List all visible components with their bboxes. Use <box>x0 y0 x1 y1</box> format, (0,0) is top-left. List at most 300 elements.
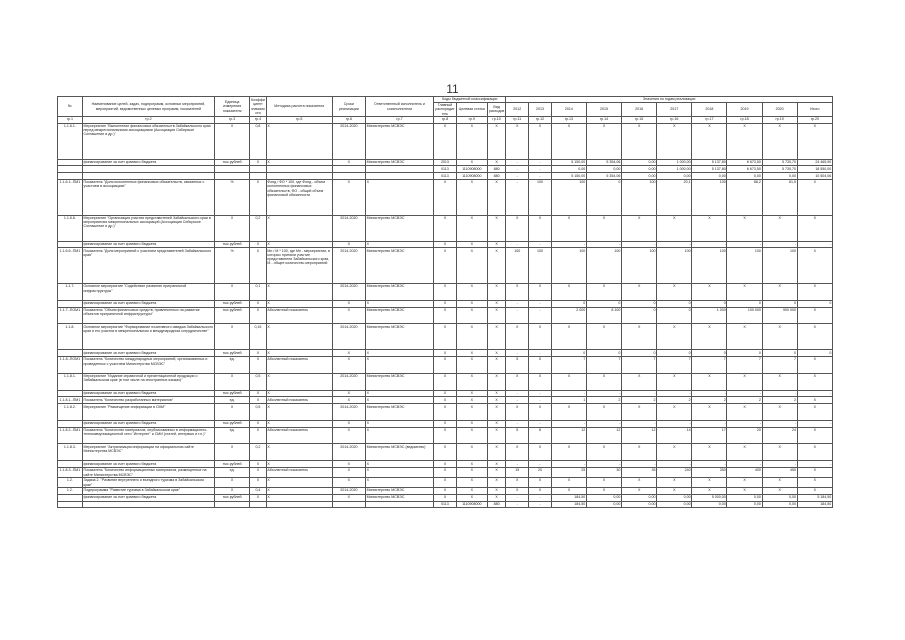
table-cell <box>58 501 83 508</box>
table-cell: Х <box>657 284 692 301</box>
table-cell: - <box>797 390 832 397</box>
table-cell <box>365 173 433 180</box>
table-cell: 0 <box>586 350 621 357</box>
table-cell: 1 000 <box>692 307 727 324</box>
table-cell: 5 184,50 <box>797 494 832 501</box>
table-cell: Х <box>365 461 433 468</box>
header-executors: Ответственный исполнитель и соисполнители <box>365 97 433 117</box>
table-cell: Х <box>456 215 487 241</box>
table-cell: Х <box>506 478 529 488</box>
table-cell: 1.1.8.2. <box>58 404 83 421</box>
table-cell: Х <box>797 488 832 495</box>
table-cell: 100 <box>692 248 727 284</box>
table-cell: Х <box>727 478 762 488</box>
header-year: 2012 <box>506 102 529 116</box>
header-method: Методика расчета показателя <box>266 97 332 117</box>
table-cell: Х <box>456 350 487 357</box>
table-cell: - <box>762 420 797 427</box>
table-cell: Х <box>762 373 797 390</box>
table-cell: Х <box>487 241 506 248</box>
header-year: 2013 <box>529 102 552 116</box>
table-cell: - <box>551 390 586 397</box>
table-cell: Х <box>487 444 506 461</box>
table-cell: 1 <box>551 397 586 404</box>
table-cell: - <box>506 300 529 307</box>
table-cell: Х <box>215 444 250 461</box>
table-cell: Х <box>434 179 457 215</box>
row-description <box>82 501 214 508</box>
column-numbers-row <box>58 117 833 124</box>
table-cell: Х <box>434 468 457 478</box>
table-cell: Х <box>551 478 586 488</box>
table-cell: Х <box>266 420 332 427</box>
table-cell: Х <box>727 488 762 495</box>
table-row <box>58 468 833 478</box>
table-cell: Х <box>487 397 506 404</box>
table-cell: Х <box>529 404 552 421</box>
table-cell: Х <box>487 284 506 301</box>
table-cell <box>332 173 365 180</box>
table-cell: Х <box>506 215 529 241</box>
header-year: Итого <box>797 102 832 116</box>
table-cell: 20 <box>529 468 552 478</box>
table-cell: Х <box>332 390 365 397</box>
table-cell: - <box>529 166 552 173</box>
table-row <box>58 123 833 159</box>
table-cell: 0 <box>551 300 586 307</box>
table-cell: 880 <box>487 166 506 173</box>
table-row <box>58 284 833 301</box>
table-cell: Х <box>266 461 332 468</box>
table-cell <box>332 501 365 508</box>
table-cell: 0 <box>657 300 692 307</box>
table-cell: Х <box>332 300 365 307</box>
table-cell: Х <box>434 427 457 444</box>
table-cell: 2014-2020 <box>332 444 365 461</box>
table-cell: Х <box>434 444 457 461</box>
table-cell: тыс.рублей <box>215 461 250 468</box>
table-row <box>58 166 833 173</box>
row-description: Мероприятие "Организация участия представителей Забайкальского края в мероприятиях межрегиональных ассоциаций (Ассоциация Сибирское Соглашение и др.)" <box>82 215 214 241</box>
table-cell: тыс.рублей <box>215 300 250 307</box>
table-cell: Х <box>456 248 487 284</box>
table-cell: 1.1.8. <box>58 324 83 350</box>
table-cell: Х <box>529 324 552 350</box>
table-cell: Х <box>456 404 487 421</box>
table-cell: 880 <box>487 501 506 508</box>
row-description: финансирование за счет краевого бюджета <box>82 350 214 357</box>
table-cell <box>365 166 433 173</box>
table-cell: Х <box>551 215 586 241</box>
table-cell: Х <box>365 179 433 215</box>
table-cell: Х <box>365 241 433 248</box>
table-cell: - <box>506 461 529 468</box>
table-cell: 0,8 <box>250 123 267 159</box>
column-number: гр.17 <box>692 117 727 124</box>
header-year: 2017 <box>657 102 692 116</box>
table-cell: - <box>506 350 529 357</box>
table-cell: 1.1.6.1.-ПМ1 <box>58 179 83 215</box>
page-number: 11 <box>446 82 459 96</box>
table-cell: Х <box>487 357 506 374</box>
table-cell: Х <box>332 307 365 324</box>
table-cell: 1.2. <box>58 488 83 495</box>
table-cell: Х <box>692 284 727 301</box>
table-cell: 1.1.6.6.-ПМ1 <box>58 248 83 284</box>
row-description: финансирование за счет краевого бюджета <box>82 494 214 501</box>
table-cell: Х <box>266 284 332 301</box>
table-cell: Х <box>456 179 487 215</box>
table-cell: Х <box>434 123 457 159</box>
table-cell: Х <box>266 350 332 357</box>
table-cell: Х <box>365 390 433 397</box>
table-cell: Х <box>506 324 529 350</box>
table-cell: Х <box>250 179 267 215</box>
table-cell: Х <box>622 284 657 301</box>
table-cell: Х <box>434 404 457 421</box>
table-cell: Х <box>487 404 506 421</box>
table-cell: 100 <box>529 248 552 284</box>
table-cell: Х <box>797 357 832 374</box>
table-cell: Х <box>456 324 487 350</box>
table-cell: Х <box>332 427 365 444</box>
row-description: Мероприятие "Выполнение финансовых обязательств Забайкальского края перед межрегиональными ассоциациями (Ассоциация Сибирское Соглашение и др.)" <box>82 123 214 159</box>
table-cell: Х <box>487 307 506 324</box>
table-cell: 0,00 <box>586 166 621 173</box>
table-cell: 35 <box>622 468 657 478</box>
table-cell: - <box>657 241 692 248</box>
table-cell: Абсолютный показатель <box>266 397 332 404</box>
table-row <box>58 173 833 180</box>
table-cell: 2014-2020 <box>332 284 365 301</box>
table-cell: Х <box>266 123 332 159</box>
row-description: финансирование за счет краевого бюджета <box>82 420 214 427</box>
table-cell: % <box>215 179 250 215</box>
table-cell: Х <box>797 427 832 444</box>
table-cell: Х <box>456 300 487 307</box>
table-cell: Х <box>434 494 457 501</box>
table-row <box>58 494 833 501</box>
table-cell: Х <box>456 468 487 478</box>
table-cell: Х <box>456 488 487 495</box>
table-cell: 2 <box>692 397 727 404</box>
table-cell: тыс.рублей <box>215 350 250 357</box>
table-cell: 1110908000 <box>456 501 487 508</box>
table-row <box>58 501 833 508</box>
table-cell: 1.1.8.3. <box>58 444 83 461</box>
table-cell: Х <box>266 324 332 350</box>
table-cell: 0,00 <box>657 173 692 180</box>
table-cell: 12 <box>551 427 586 444</box>
table-cell: 0,2 <box>250 215 267 241</box>
table-cell: - <box>622 241 657 248</box>
table-cell: Х <box>622 324 657 350</box>
table-cell: Х <box>266 494 332 501</box>
row-description: Мероприятие "Размещение информации в СМИ" <box>82 404 214 421</box>
table-cell <box>58 420 83 427</box>
table-cell: ед. <box>215 357 250 374</box>
table-cell: - <box>506 390 529 397</box>
table-cell: Х <box>266 404 332 421</box>
table-cell: Х <box>434 241 457 248</box>
table-cell: 0 <box>762 300 797 307</box>
table-cell: Х <box>586 488 621 495</box>
table-cell: 400 <box>727 468 762 478</box>
table-cell: - <box>692 390 727 397</box>
table-cell: 0 <box>622 350 657 357</box>
table-cell: 7 <box>551 357 586 374</box>
table-cell: - <box>586 420 621 427</box>
header-budget-code: Коды бюджетной классификации <box>434 97 506 103</box>
table-cell: 2014-2020 <box>332 123 365 159</box>
column-number: гр.13 <box>551 117 586 124</box>
table-row <box>58 444 833 461</box>
table-cell: Х <box>487 350 506 357</box>
table-cell: 0 <box>586 300 621 307</box>
table-cell: Х <box>797 179 832 215</box>
table-cell: 7 <box>762 357 797 374</box>
table-cell: 100 <box>622 179 657 215</box>
table-cell: 0 <box>762 350 797 357</box>
table-cell: Х <box>487 300 506 307</box>
table-cell: Министерство МСВЭС <box>365 215 433 241</box>
table-cell: - <box>529 397 552 404</box>
table-row <box>58 390 833 397</box>
table-cell: - <box>797 241 832 248</box>
table-cell: Фонд / ФО * 100, где Фонд - объем исполненных финансовых обязательств, ФО - общий объем финансовой обязанности <box>266 179 332 215</box>
table-cell: 24 <box>762 427 797 444</box>
table-cell <box>365 501 433 508</box>
table-cell: Х <box>551 284 586 301</box>
table-cell: Министерство МСВЭС <box>365 159 433 166</box>
table-cell <box>58 166 83 173</box>
column-number: гр.14 <box>586 117 621 124</box>
table-cell: Х <box>487 248 506 284</box>
table-cell: Х <box>692 478 727 488</box>
table-cell: Х <box>727 444 762 461</box>
table-cell: 0,00 <box>727 501 762 508</box>
table-cell: тыс.рублей <box>215 241 250 248</box>
table-cell: Х <box>456 390 487 397</box>
table-cell: 10 504,06 <box>797 173 832 180</box>
table-row <box>58 215 833 241</box>
table-cell: Х <box>250 468 267 478</box>
table-cell: 5 <box>506 427 529 444</box>
table-cell: Министерство МСВЭС <box>365 494 433 501</box>
table-cell: 1.1.8.1.-ПМ1 <box>58 397 83 404</box>
table-cell: Х <box>727 373 762 390</box>
table-cell: Х <box>797 284 832 301</box>
table-row <box>58 159 833 166</box>
table-cell: Министерство МСВЭС <box>365 488 433 495</box>
table-cell: Х <box>762 478 797 488</box>
table-cell: Х <box>692 488 727 495</box>
table-cell <box>250 173 267 180</box>
table-body <box>58 123 833 508</box>
table-cell: 100 <box>506 248 529 284</box>
column-number: гр.3 <box>215 117 250 124</box>
table-cell: Х <box>434 284 457 301</box>
table-cell: 900 000 <box>762 307 797 324</box>
row-description: Мероприятие "Актуализация информации на официальном сайте Министерства МСВЭС" <box>82 444 214 461</box>
table-cell: - <box>692 241 727 248</box>
table-cell: Х <box>529 478 552 488</box>
header-values: Значения по годам реализации <box>506 97 833 103</box>
row-description: финансирование за счет краевого бюджета <box>82 390 214 397</box>
table-cell: Х <box>487 461 506 468</box>
table-cell: 1.1.8.-ПОМ1 <box>58 357 83 374</box>
table-cell: 2 <box>586 397 621 404</box>
table-cell: 0,00 <box>586 494 621 501</box>
table-cell: Х <box>487 215 506 241</box>
row-description: финансирование за счет краевого бюджета <box>82 300 214 307</box>
table-cell <box>58 461 83 468</box>
table-cell: Х <box>365 350 433 357</box>
table-cell: Х <box>797 307 832 324</box>
table-cell: Х <box>692 404 727 421</box>
table-cell: 0,00 <box>622 494 657 501</box>
table-cell: тыс.рублей <box>215 420 250 427</box>
table-cell: 0,00 <box>692 501 727 508</box>
table-cell: Х <box>551 488 586 495</box>
table-cell: 0 <box>692 350 727 357</box>
table-cell: - <box>727 390 762 397</box>
row-description <box>82 173 214 180</box>
table-cell: - <box>506 307 529 324</box>
table-cell: Х <box>250 478 267 488</box>
table-cell: Х <box>456 478 487 488</box>
table-cell: Х <box>622 488 657 495</box>
table-cell: Х <box>456 461 487 468</box>
table-cell: Х <box>586 404 621 421</box>
table-cell: Х <box>365 427 433 444</box>
table-cell: Х <box>692 324 727 350</box>
table-cell: 0,00 <box>762 173 797 180</box>
table-cell: Х <box>434 248 457 284</box>
table-cell: 20 <box>727 427 762 444</box>
table-cell: 7 <box>727 357 762 374</box>
table-cell <box>250 166 267 173</box>
table-cell: - <box>586 461 621 468</box>
table-cell: Х <box>456 241 487 248</box>
table-cell: - <box>762 461 797 468</box>
table-cell: 0,5 <box>250 373 267 390</box>
row-description: финансирование за счет краевого бюджета <box>82 461 214 468</box>
table-cell: Х <box>365 420 433 427</box>
table-cell <box>266 166 332 173</box>
table-cell: Х <box>332 397 365 404</box>
table-cell: Х <box>332 420 365 427</box>
row-description: Показатель "Количество разработанных материалов" <box>82 397 214 404</box>
table-cell: - <box>727 241 762 248</box>
table-cell: Х <box>215 284 250 301</box>
table-cell: 0 <box>727 350 762 357</box>
table-cell: 450 <box>762 468 797 478</box>
table-cell: Х <box>215 324 250 350</box>
table-cell: - <box>529 501 552 508</box>
table-cell: Х <box>266 159 332 166</box>
column-number: гр.1 <box>58 117 83 124</box>
table-cell: Абсолютный показатель <box>266 357 332 374</box>
table-cell: Х <box>365 357 433 374</box>
table-cell: 5 150,00 <box>551 159 586 166</box>
table-row <box>58 461 833 468</box>
table-row <box>58 300 833 307</box>
table-cell: 6 673,50 <box>727 166 762 173</box>
table-cell: 7 <box>692 357 727 374</box>
column-number: гр.15 <box>622 117 657 124</box>
table-row <box>58 427 833 444</box>
table-cell: Х <box>487 427 506 444</box>
table-cell: Х <box>434 420 457 427</box>
table-cell: Х <box>657 404 692 421</box>
table-cell: Х <box>657 123 692 159</box>
table-cell: 61,5 <box>762 179 797 215</box>
table-cell: 880 <box>487 173 506 180</box>
header-gr: Главный распорядитель <box>435 103 455 116</box>
table-cell: Х <box>332 478 365 488</box>
table-cell: Х <box>622 404 657 421</box>
table-cell <box>58 300 83 307</box>
table-cell: 5 000,00 <box>692 494 727 501</box>
table-cell: Х <box>762 215 797 241</box>
table-cell: 0,2 <box>250 444 267 461</box>
table-cell: - <box>551 241 586 248</box>
table-cell: 15 <box>506 468 529 478</box>
table-cell: Х <box>332 350 365 357</box>
column-number: гр.4 <box>250 117 267 124</box>
header-year: 2018 <box>692 102 727 116</box>
column-number: гр.12 <box>529 117 552 124</box>
table-cell: Х <box>266 241 332 248</box>
table-cell: 100 <box>551 248 586 284</box>
table-cell: Х <box>622 478 657 488</box>
column-number: гр.11 <box>506 117 529 124</box>
row-description: Показатель "Количество международных мероприятий, организованных и проведенных с участием Министерства МСВЭС" <box>82 357 214 374</box>
table-cell: 6 <box>529 427 552 444</box>
column-number: гр.9 <box>456 117 487 124</box>
table-cell: Х <box>487 324 506 350</box>
table-cell: Х <box>657 444 692 461</box>
table-cell: 1110908000 <box>456 173 487 180</box>
table-cell: Х <box>529 488 552 495</box>
table-cell: 350 <box>692 468 727 478</box>
table-cell: 0113 <box>434 173 457 180</box>
table-cell: 5 137,80 <box>692 166 727 173</box>
table-cell: - <box>797 420 832 427</box>
table-cell <box>250 501 267 508</box>
table-cell: Х <box>797 373 832 390</box>
table-cell: 0,15 <box>250 324 267 350</box>
table-cell: 100 <box>529 179 552 215</box>
table-cell: Х <box>250 248 267 284</box>
header-target: Целевая статья <box>456 102 487 116</box>
column-number: гр.19 <box>762 117 797 124</box>
table-cell <box>58 390 83 397</box>
table-cell: 0,00 <box>727 173 762 180</box>
table-cell: 1.1.8.1. <box>58 373 83 390</box>
table-cell <box>58 494 83 501</box>
table-cell: Х <box>551 404 586 421</box>
table-cell: - <box>506 397 529 404</box>
table-cell: 100 <box>762 248 797 284</box>
header-no: № <box>58 97 83 117</box>
table-cell <box>58 241 83 248</box>
table-cell: 0,00 <box>622 159 657 166</box>
table-cell: 2 000 <box>551 307 586 324</box>
table-cell: 2014-2020 <box>332 404 365 421</box>
table-cell: Министерство МСВЭС <box>365 373 433 390</box>
